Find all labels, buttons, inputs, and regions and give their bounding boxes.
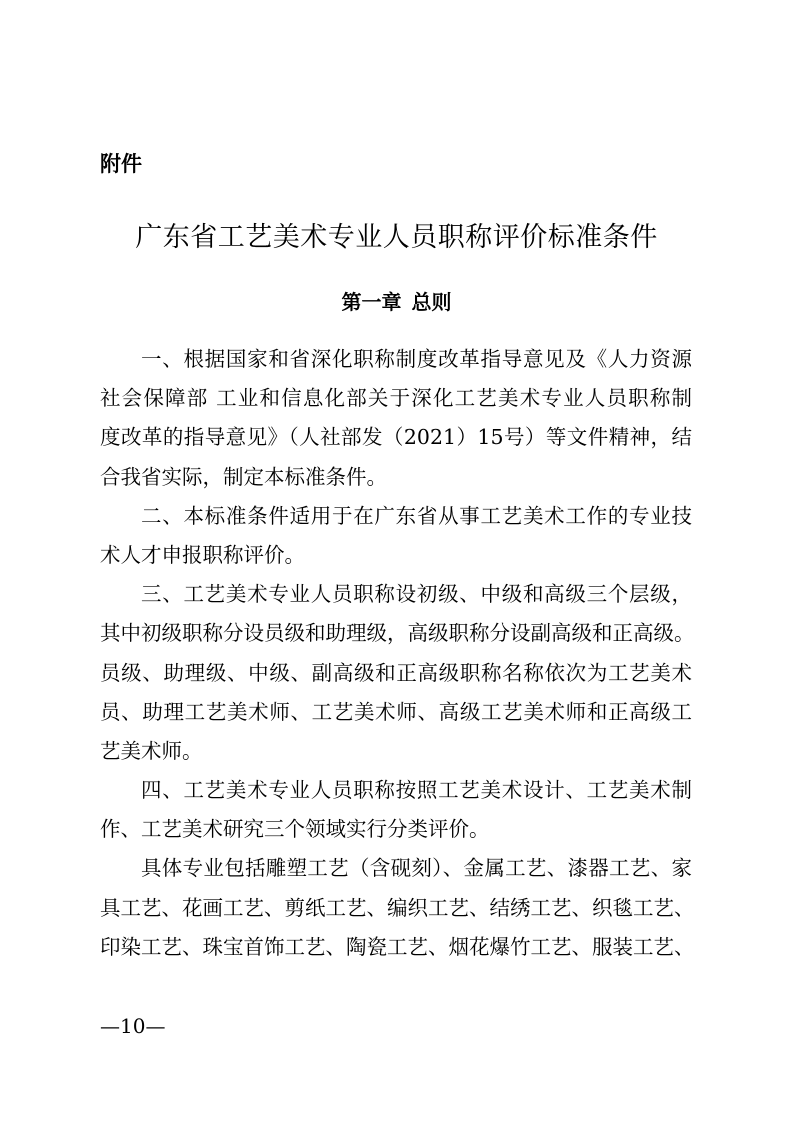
body-text <box>100 340 695 967</box>
paragraph-line: 度改革的指导意见》（人社部发（2021）15号）等文件精神，结 <box>100 425 692 450</box>
chapter-name: 总则 <box>411 290 452 314</box>
page-number: —10— <box>100 1014 166 1038</box>
paragraph-line: 二、本标准条件适用于在广东省从事工艺美术工作的专业技 <box>141 503 692 528</box>
paragraph-line: 三、工艺美术专业人员职称设初级、中级和高级三个层级， <box>141 582 692 607</box>
paragraph-line: 艺美术师。 <box>100 738 203 763</box>
paragraph-line: 具工艺、花画工艺、剪纸工艺、编织工艺、结绣工艺、织毯工艺、 <box>100 895 695 920</box>
paragraph-line: 合我省实际，制定本标准条件。 <box>100 464 387 489</box>
paragraph-line: 员级、助理级、中级、副高级和正高级职称名称依次为工艺美术 <box>100 660 692 685</box>
document-title: 广东省工艺美术专业人员职称评价标准条件 <box>135 222 658 253</box>
paragraph-line: 社会保障部 工业和信息化部关于深化工艺美术专业人员职称制 <box>100 386 692 411</box>
chapter-heading <box>0 287 793 317</box>
paragraph-line: 员、助理工艺美术师、工艺美术师、高级工艺美术师和正高级工 <box>100 699 692 724</box>
paragraph-line: 其中初级职称分设员级和助理级，高级职称分设副高级和正高级。 <box>100 621 695 646</box>
paragraph-line: 印染工艺、珠宝首饰工艺、陶瓷工艺、烟花爆竹工艺、服装工艺、 <box>100 934 695 959</box>
paragraph-line: 四、工艺美术专业人员职称按照工艺美术设计、工艺美术制 <box>141 778 692 803</box>
paragraph-line: 一、根据国家和省深化职称制度改革指导意见及《人力资源 <box>141 347 692 371</box>
paragraph-line: 作、工艺美术研究三个领域实行分类评价。 <box>100 817 490 842</box>
paragraph-line: 具体专业包括雕塑工艺（含砚刻）、金属工艺、漆器工艺、家 <box>141 856 692 881</box>
attachment-label: 附件 <box>100 152 142 176</box>
paragraph-line: 术人才申报职称评价。 <box>100 542 305 567</box>
chapter-number: 第一章 <box>341 290 402 314</box>
